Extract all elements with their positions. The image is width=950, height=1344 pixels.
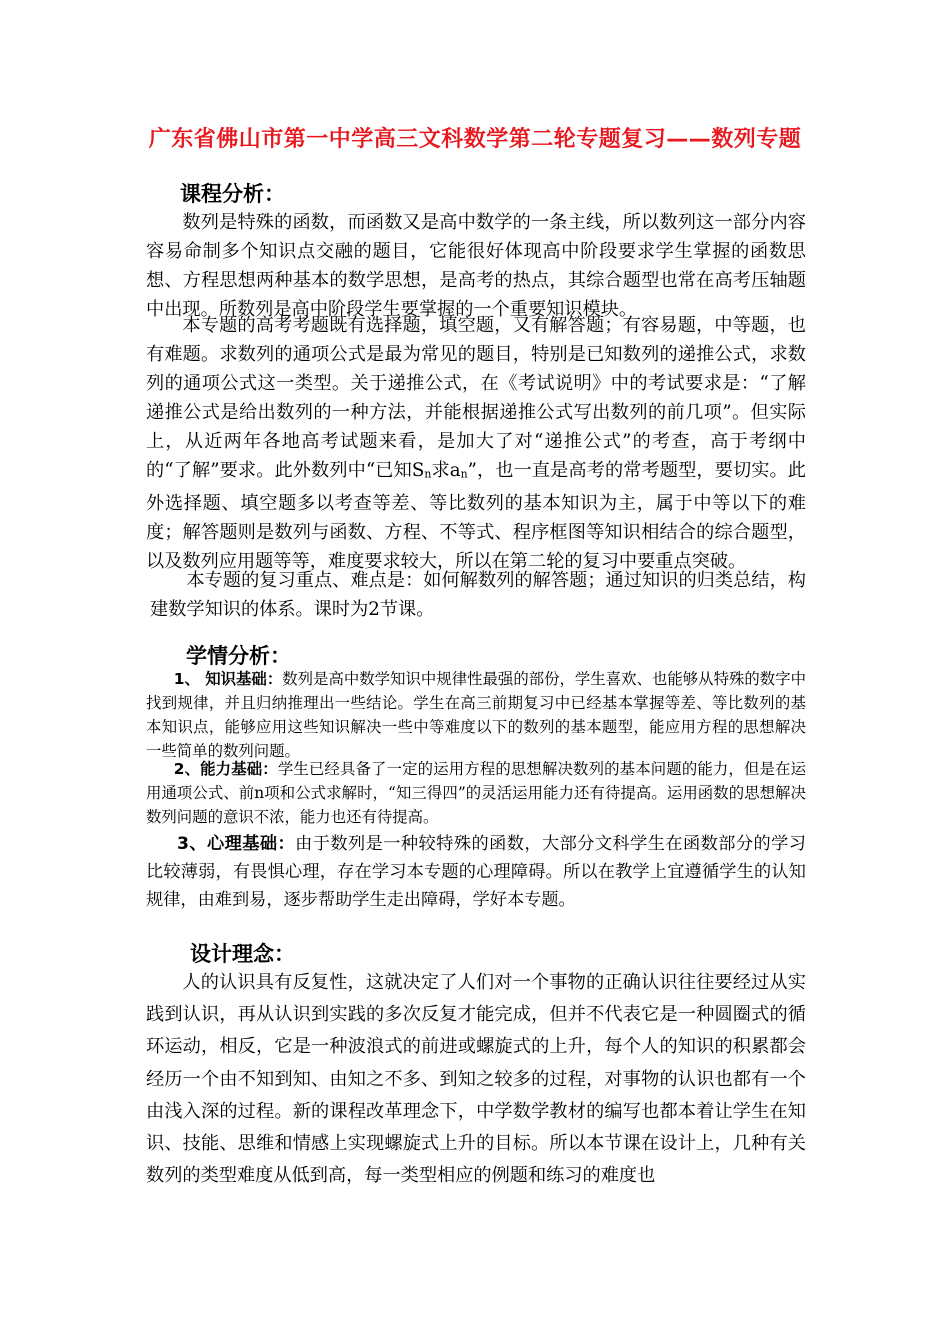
item-label: 3、心理基础： — [176, 834, 296, 854]
section-heading-course-analysis: 课程分析： — [180, 182, 285, 206]
document-title: 广东省佛山市第一中学高三文科数学第二轮专题复习——数列专题 — [148, 127, 802, 152]
section-heading-student-analysis: 学情分析： — [186, 644, 291, 668]
design-concept-paragraph-1: 人的认识具有反复性，这就决定了人们对一个事物的正确认识往往要经过从实践到认识，再从认识到实践的多次反复才能完成，但并不代表它是一种圆圈式的循环运动，相反，它是一种波浪式的前进或螺旋式的上升，每个人的知识的积累都会经历一个由不知到知、由知之不多、到知之较多的过程，对事物的认识也都有一个由浅入深的过程。新的课程改革理念下，中学数学教材的编写也都本着让学生在知识、技能、思维和情感上实现螺旋式上升的目标。所以本节课在设计上，几种有关数列的类型难度从低到高，每一类型相应的例题和练习的难度也 — [146, 972, 806, 1187]
paragraph-text: ”，也一直是高考的常考题型，要切实。此外选择题、填空题多以考查等差、等比数列的基本知识为主，属于中等以下的难度；解答题则是数列与函数、方程、不等式、程序框图等知识相结合的综合题型，以及数列应用题等等，难度要求较大，所以在第二轮的复习中要重点突破。 — [146, 460, 806, 572]
paragraph-text: 本专题的高考考题既有选择题，填空题，又有解答题；有容易题，中等题，也有难题。求数列的通项公式是最为常见的题目，特别是已知数列的递推公式，求数列的通项公式这一类型。关于递推公式，在《考试说明》中的考试要求是：“了解递推公式是给出数列的一种方法，并能根据递推公式写出数列的前几项”。但实际上，从近两年各地高考试题来看，是加大了对“递推公式”的考查，高于考纲中的“了解”要求。此外数列中“已知S — [146, 315, 806, 481]
item-label: 2、能力基础： — [173, 760, 278, 778]
section-heading-design-concept: 设计理念： — [190, 942, 295, 966]
item-text: 学生已经具备了一定的运用方程的思想解决数列的基本问题的能力，但是在运用通项公式、前n项和公式求解时，“知三得四”的灵活运用能力还有待提高。运用函数的思想解决数列问题的意识不浓，能力也还有待提高。 — [146, 760, 806, 826]
item-text: 由于数列是一种较特殊的函数，大部分文科学生在函数部分的学习比较薄弱，有畏惧心理，存在学习本专题的心理障碍。所以在教学上宜遵循学生的认知规律，由难到易，逐步帮助学生走出障碍，学好本专题。 — [146, 834, 806, 910]
student-analysis-item-1 — [146, 667, 806, 763]
paragraph-text: 求a — [431, 460, 461, 481]
course-analysis-paragraph-3: 本专题的复习重点、难点是：如何解数列的解答题；通过知识的归类总结，构建数学知识的体系。课时为2节课。 — [150, 570, 806, 620]
subscript-n: n — [460, 467, 468, 481]
item-label: 1、 知识基础： — [173, 670, 283, 688]
item-text: 数列是高中数学知识中规律性最强的部份，学生喜欢、也能够从特殊的数字中找到规律，并且归纳推理出一些结论。学生在高三前期复习中已经基本掌握等差、等比数列的基本知识点，能够应用这些知识解决一些中等难度以下的数列的基本题型，能应用方程的思想解决一些简单的数列问题。 — [146, 670, 806, 760]
course-analysis-paragraph-1: 数列是特殊的函数，而函数又是高中数学的一条主线，所以数列这一部分内容容易命制多个知识点交融的题目，它能很好体现高中阶段要求学生掌握的函数思想、方程思想两种基本的数学思想，是高考的热点，其综合题型也常在高考压轴题中出现。所数列是高中阶段学生要掌握的一个重要知识模块。 — [146, 212, 806, 320]
student-analysis-item-3 — [146, 830, 806, 914]
course-analysis-paragraph-2 — [146, 311, 806, 576]
subscript-n: n — [424, 467, 432, 481]
student-analysis-item-2 — [146, 757, 806, 829]
